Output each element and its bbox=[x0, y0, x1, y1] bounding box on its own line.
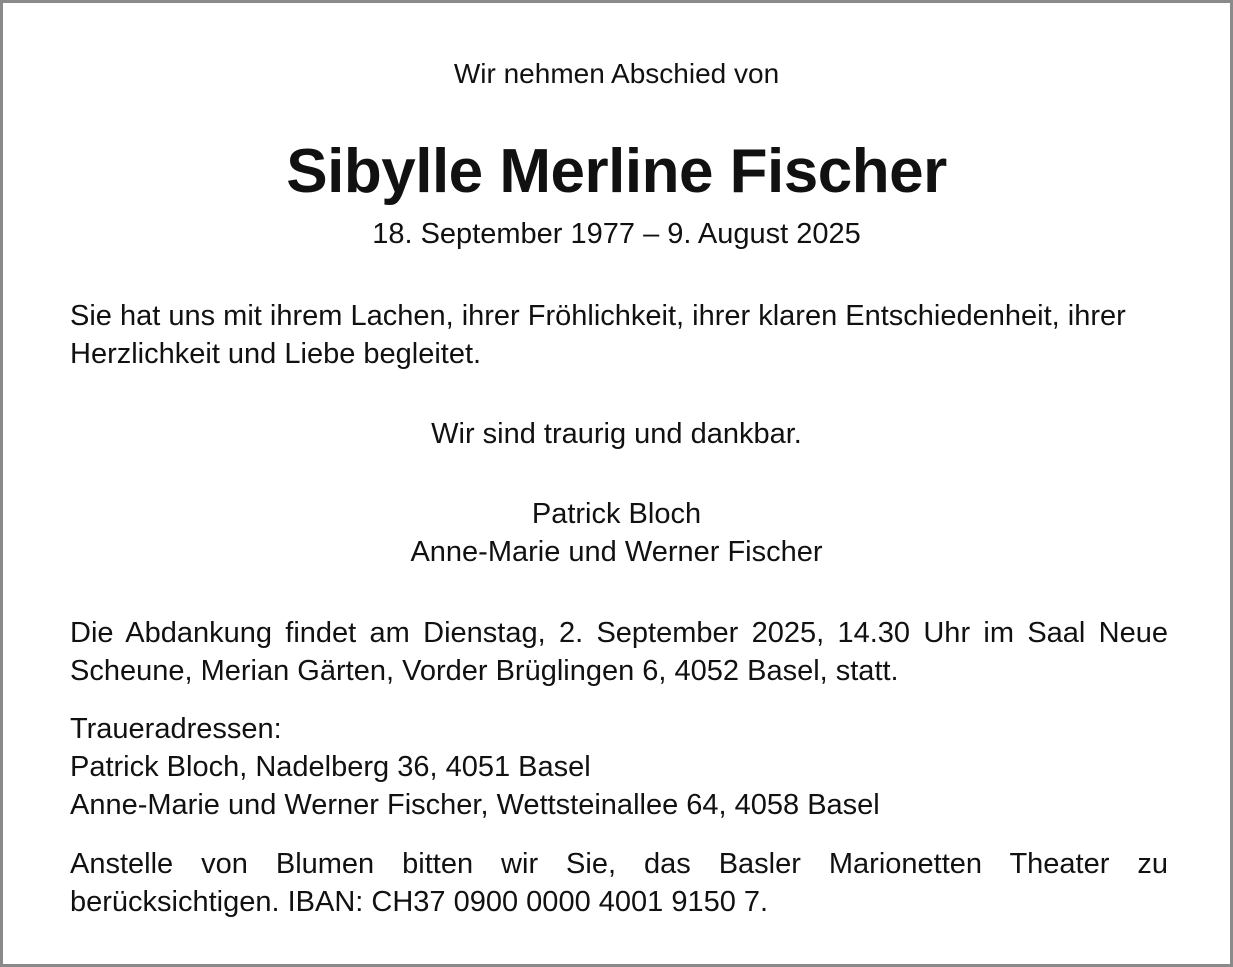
tribute-text: Sie hat uns mit ihrem Lachen, ihrer Fröhlichkeit, ihrer klaren Entschiedenheit, ihrer Herzlichkeit und Liebe begleitet. bbox=[70, 300, 1126, 370]
intro-text: Wir nehmen Abschied von bbox=[453, 58, 780, 89]
signer-name: Patrick Bloch bbox=[531, 498, 702, 530]
donation-text: Anstelle von Blumen bitten wir Sie, das Basler Marionetten Theater zu berücksichtigen. IBAN: CH37 0900 0000 4001 9150 7. bbox=[70, 848, 1168, 918]
address-block bbox=[70, 710, 1168, 824]
address-heading: Traueradressen: bbox=[70, 713, 282, 745]
deceased-name: Sibylle Merline Fischer bbox=[286, 137, 947, 206]
thanks-text: Wir sind traurig und dankbar. bbox=[431, 418, 802, 450]
signer-name: Anne-Marie und Werner Fischer bbox=[410, 536, 823, 568]
life-dates: 18. September 1977 – 9. August 2025 bbox=[372, 218, 861, 250]
service-text: Die Abdankung findet am Dienstag, 2. September 2025, 14.30 Uhr im Saal Neue Scheune, Merian Gärten, Vorder Brüglingen 6, 4052 Basel, statt. bbox=[70, 617, 1168, 687]
address-entry: Patrick Bloch, Nadelberg 36, 4051 Basel bbox=[70, 751, 591, 783]
signers-block bbox=[3, 495, 1230, 571]
address-entry: Anne-Marie und Werner Fischer, Wettsteinallee 64, 4058 Basel bbox=[70, 789, 880, 821]
